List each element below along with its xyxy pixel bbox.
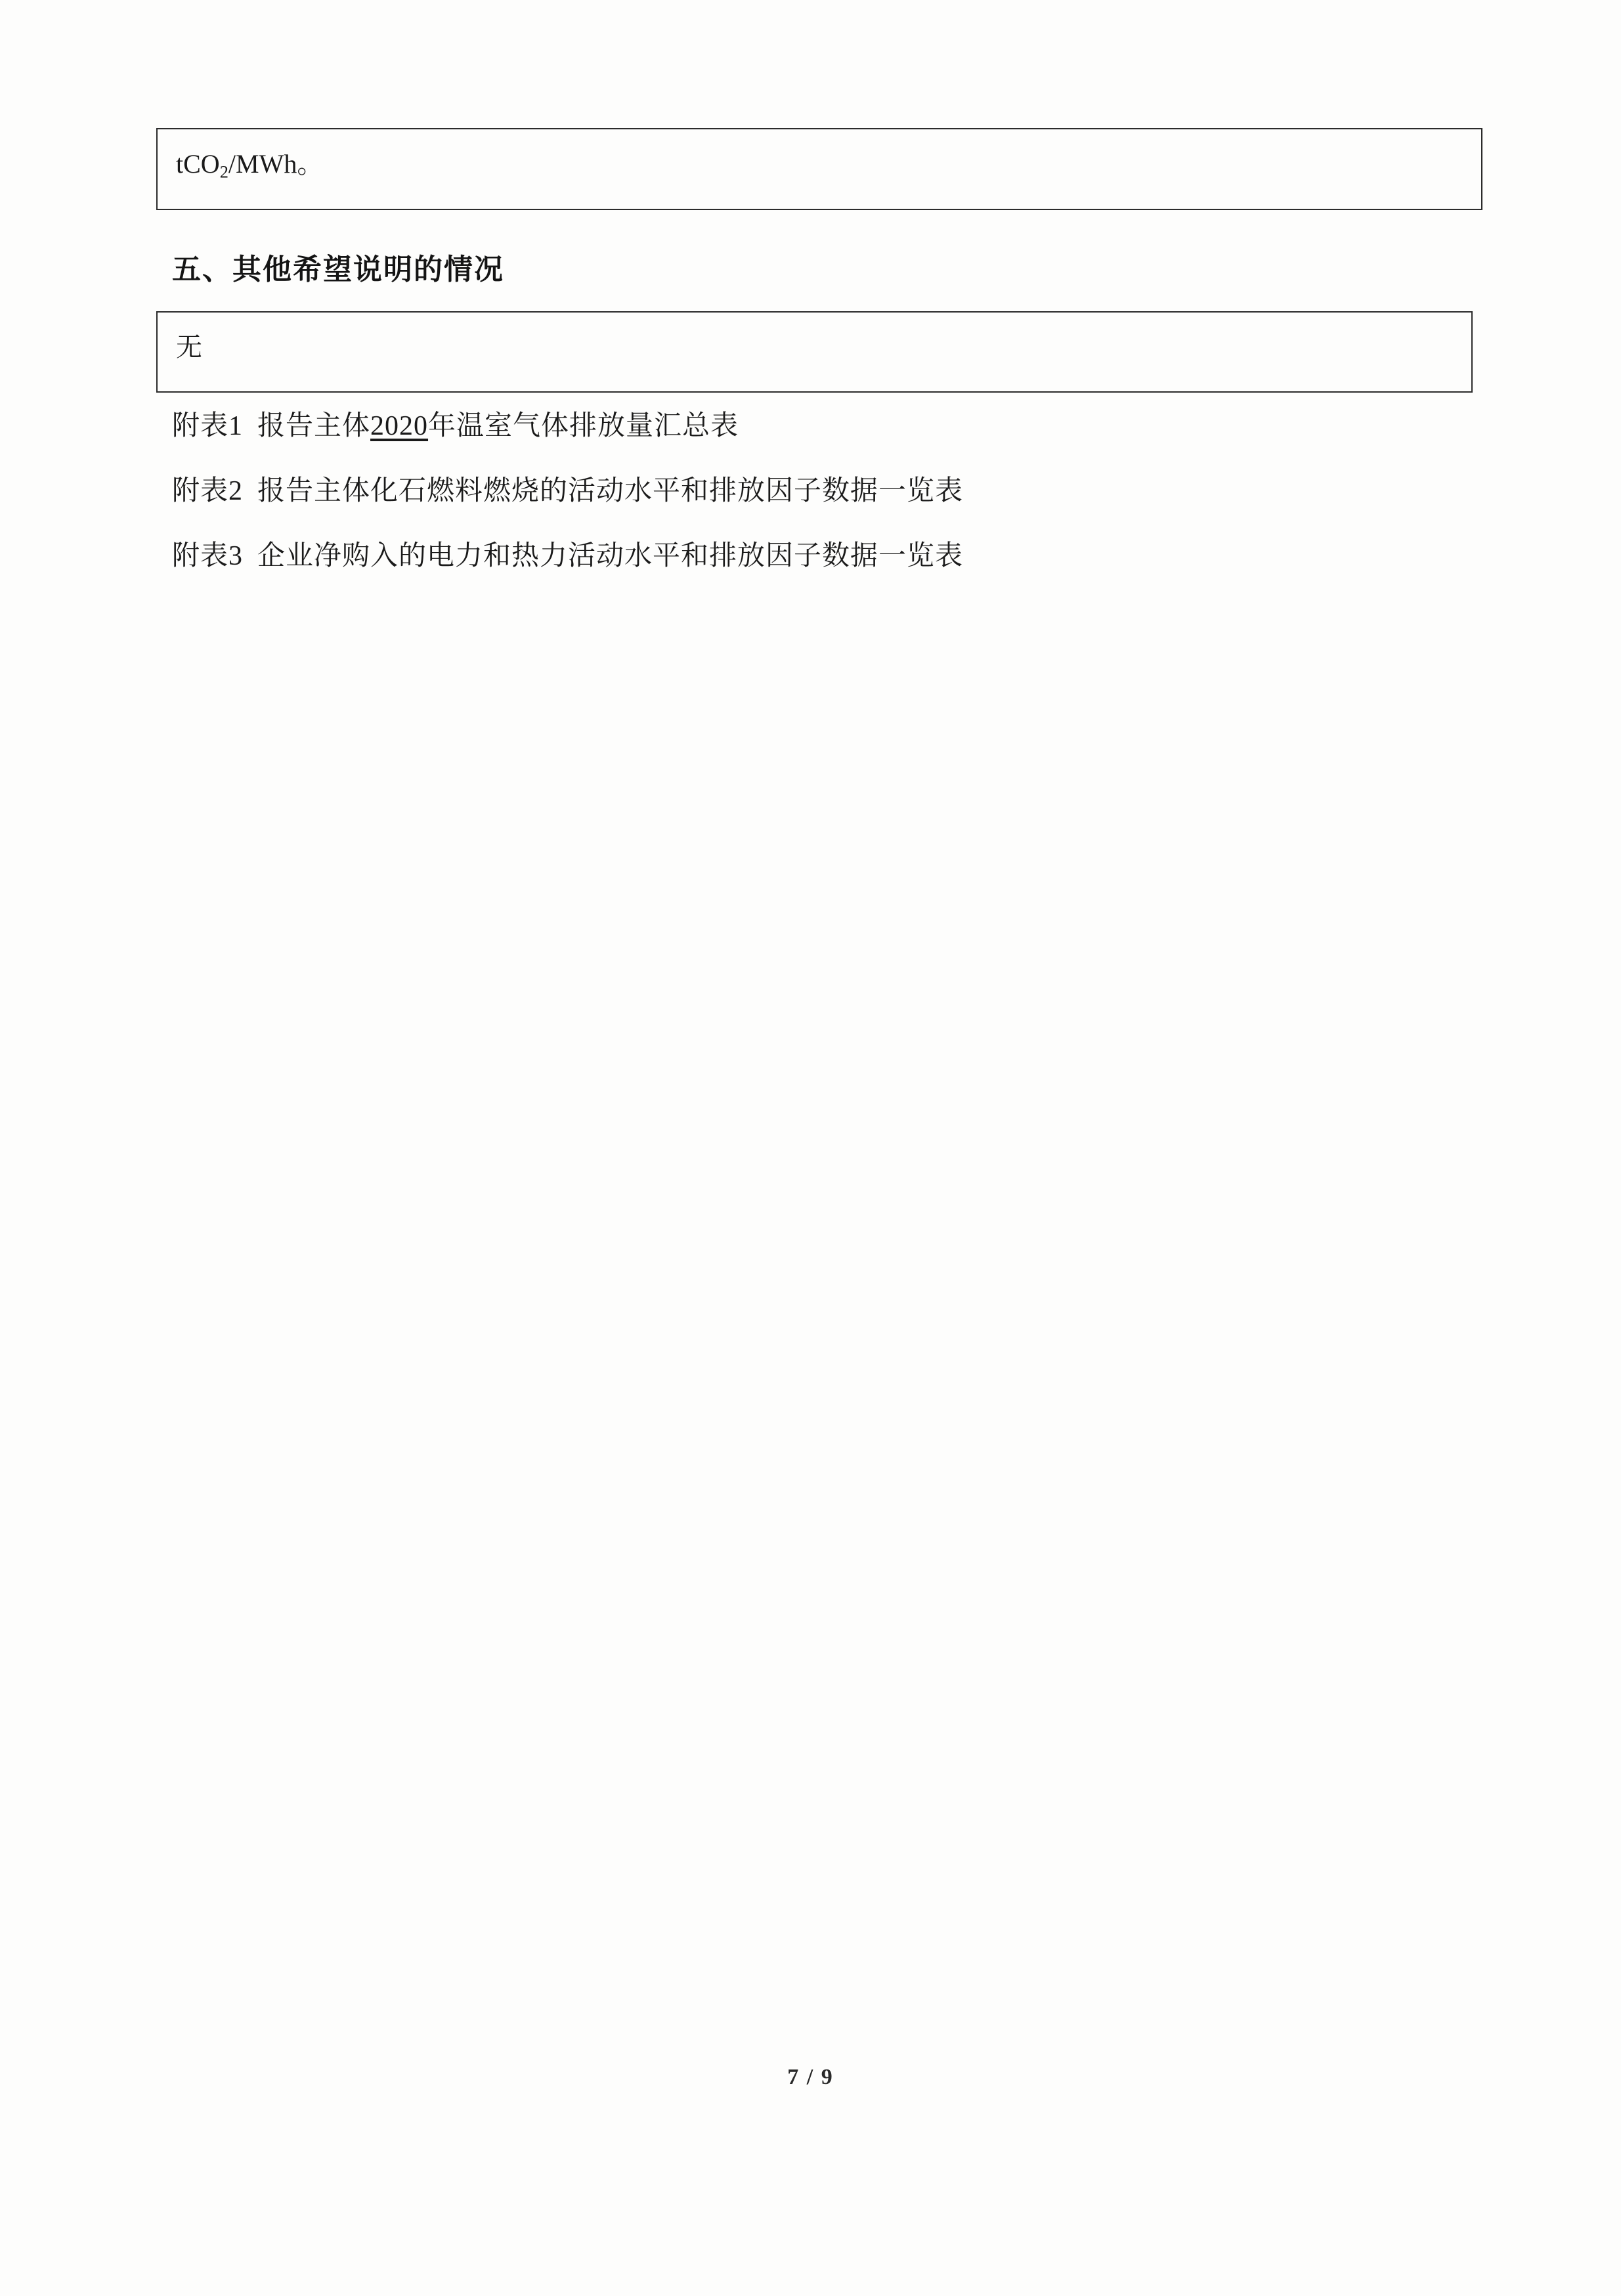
page-number: 7 / 9 — [787, 2065, 834, 2089]
attachment-2-title: 报告主体化石燃料燃烧的活动水平和排放因子数据一览表 — [257, 476, 964, 506]
attachment-1-year: 2020 — [370, 411, 429, 441]
unit-note-text — [176, 149, 324, 182]
attachment-1-title-after: 年温室气体排放量汇总表 — [428, 411, 739, 441]
unit-note-box — [156, 128, 1482, 210]
other-notes-box[interactable] — [156, 311, 1473, 393]
unit-note-suffix: /MWh。 — [228, 149, 324, 179]
attachment-3-label: 附表3 — [172, 541, 244, 571]
section-heading-other-notes: 五、其他希望说明的情况 — [172, 253, 504, 286]
unit-note-prefix: tCO — [176, 149, 220, 179]
attachment-2-label: 附表2 — [172, 476, 244, 506]
other-notes-value: 无 — [176, 332, 202, 362]
attachment-1-label: 附表1 — [172, 411, 244, 441]
page-content — [156, 128, 1482, 601]
attachment-line-2 — [172, 471, 1482, 512]
attachment-1-title-before: 报告主体 — [257, 411, 371, 441]
attachment-line-3 — [172, 536, 1482, 577]
spacer — [156, 393, 1482, 406]
unit-note-subscript: 2 — [219, 162, 228, 182]
attachment-3-title: 企业净购入的电力和热力活动水平和排放因子数据一览表 — [257, 541, 964, 571]
attachment-line-1 — [172, 406, 1482, 447]
